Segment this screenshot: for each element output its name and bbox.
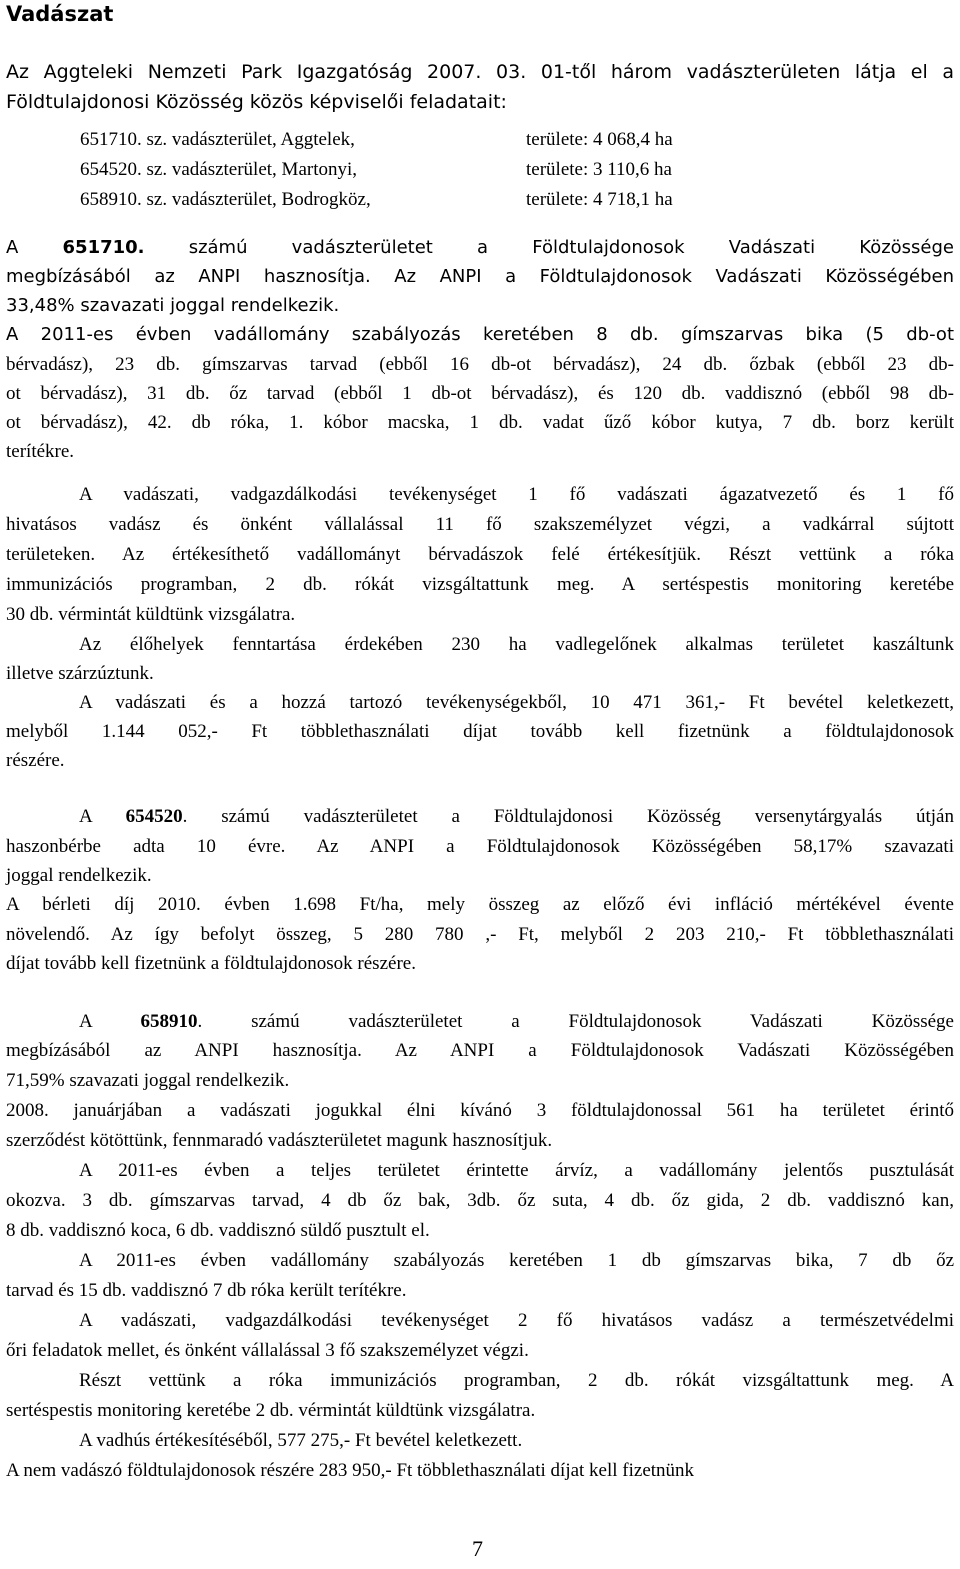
paragraph-line: terítékre. (6, 441, 75, 462)
paragraph-line: megbízásából az ANPI hasznosítja. Az ANPI a Földtulajdonosok Vadászati Közösségében (6, 1040, 954, 1061)
paragraph-line: hivatásos vadász és önként vállalással 11 fő szakszemélyzet végzi, a vadkárral sújtott (6, 514, 954, 535)
paragraph-line: bérvadász), 23 db. gímszarvas tarvad (ebből 16 db-ot bérvadász), 24 db. őzbak (ebből 23 db- (6, 354, 954, 375)
paragraph-line: A 2011-es évben vadállomány szabályozás keretében 1 db gímszarvas bika, 7 db őz (79, 1250, 954, 1271)
page-number: 7 (472, 1536, 483, 1561)
intro-line: Az Aggteleki Nemzeti Park Igazgatóság 2007. 03. 01-től három vadászterületen látja el a (6, 61, 954, 83)
paragraph-line: Részt vettünk a róka immunizációs programban, 2 db. rókát vizsgáltattunk meg. A (79, 1370, 954, 1391)
paragraph-line: A nem vadászó földtulajdonosok részére 283 950,- Ft többlethasználati díjat kell fizetnünk (6, 1460, 695, 1481)
paragraph-line: A vadászati, vadgazdálkodási tevékenységet 2 fő hivatásos vadász a természetvédelmi (79, 1310, 954, 1331)
area-name: 651710. sz. vadászterület, Aggtelek, (80, 129, 355, 150)
paragraph-line: 8 db. vaddisznó koca, 6 db. vaddisznó süldő pusztult el. (6, 1220, 430, 1241)
paragraph-line: illetve szárzúztunk. (6, 663, 154, 684)
paragraph-line: 30 db. vérmintát küldtünk vizsgálatra. (6, 604, 296, 625)
paragraph-line: A vadászati, vadgazdálkodási tevékenységet 1 fő vadászati ágazatvezető és 1 fő (79, 484, 954, 505)
paragraph-line: A 2011-es évben vadállomány szabályozás keretében 8 db. gímszarvas bika (5 db-ot (6, 324, 954, 345)
page-title: Vadászat (6, 2, 114, 26)
paragraph-line: haszonbérbe adta 10 évre. Az ANPI a Földtulajdonosok Közösségében 58,17% szavazati (6, 836, 954, 857)
paragraph-line: megbízásából az ANPI hasznosítja. Az ANPI a Földtulajdonosok Vadászati Közösségében (6, 266, 954, 287)
section-654520-heading: A 654520. számú vadászterületet a Földtulajdonosi Közösség versenytárgyalás útján (79, 806, 954, 827)
paragraph-line: 71,59% szavazati joggal rendelkezik. (6, 1070, 290, 1091)
paragraph-line: ot bérvadász), 31 db. őz tarvad (ebből 1 db-ot bérvadász), és 120 db. vaddisznó (ebből 98 db- (6, 383, 954, 404)
area-size: területe: 3 110,6 ha (526, 159, 672, 180)
paragraph-line: A bérleti díj 2010. évben 1.698 Ft/ha, mely összeg az előző évi infláció mértékével évente (6, 894, 954, 915)
paragraph-line: immunizációs programban, 2 db. rókát vizsgáltattunk meg. A sertéspestis monitoring keretébe (6, 574, 954, 595)
paragraph-line: tarvad és 15 db. vaddisznó 7 db róka került terítékre. (6, 1280, 407, 1301)
area-name: 654520. sz. vadászterület, Martonyi, (80, 159, 358, 180)
paragraph-line: területeken. Az értékesíthető vadállományt bérvadászok felé értékesítjük. Részt vettünk a róka (6, 544, 954, 565)
section-651710-heading: A 651710. számú vadászterületet a Földtulajdonosok Vadászati Közössége (6, 237, 954, 258)
paragraph-line: ot bérvadász), 42. db róka, 1. kóbor macska, 1 db. vadat űző kóbor kutya, 7 db. borz került (6, 412, 954, 433)
paragraph-line: A 2011-es évben a teljes területet érintette árvíz, a vadállomány jelentős pusztulását (79, 1160, 954, 1181)
area-size: területe: 4 068,4 ha (526, 129, 673, 150)
area-size: területe: 4 718,1 ha (526, 189, 673, 210)
paragraph-line: részére. (6, 750, 65, 771)
paragraph-line: őri feladatok mellet, és önként vállalással 3 fő szakszemélyzet végzi. (6, 1340, 529, 1361)
paragraph-line: díjat tovább kell fizetnünk a földtulajdonosok részére. (6, 953, 416, 974)
paragraph-line: okozva. 3 db. gímszarvas tarvad, 4 db őz bak, 3db. őz suta, 4 db. őz gida, 2 db. vaddisznó kan, (6, 1190, 954, 1211)
paragraph-line: joggal rendelkezik. (6, 865, 152, 886)
intro-line: Földtulajdonosi Közösség közös képviselői feladatait: (6, 91, 507, 113)
paragraph-line: 2008. januárjában a vadászati jogukkal élni kívánó 3 földtulajdonossal 561 ha területet érintő (6, 1100, 954, 1121)
area-name: 658910. sz. vadászterület, Bodrogköz, (80, 189, 371, 210)
paragraph-line: növelendő. Az így befolyt összeg, 5 280 780 ,- Ft, melyből 2 203 210,- Ft többlethasználati (6, 924, 954, 945)
paragraph-line: sertéspestis monitoring keretébe 2 db. vérmintát küldtünk vizsgálatra. (6, 1400, 536, 1421)
section-658910-heading: A 658910. számú vadászterületet a Földtulajdonosok Vadászati Közössége (79, 1011, 954, 1032)
paragraph-line: 33,48% szavazati joggal rendelkezik. (6, 295, 340, 316)
paragraph-line: melyből 1.144 052,- Ft többlethasználati díjat tovább kell fizetnünk a földtulajdonosok (6, 721, 954, 742)
paragraph-line: A vadászati és a hozzá tartozó tevékenységekből, 10 471 361,- Ft bevétel keletkezett, (79, 692, 954, 713)
paragraph-line: Az élőhelyek fenntartása érdekében 230 ha vadlegelőnek alkalmas területet kaszáltunk (79, 634, 954, 655)
paragraph-line: szerződést kötöttünk, fennmaradó vadászterületet magunk hasznosítjuk. (6, 1130, 553, 1151)
paragraph-line: A vadhús értékesítéséből, 577 275,- Ft bevétel keletkezett. (79, 1430, 523, 1451)
